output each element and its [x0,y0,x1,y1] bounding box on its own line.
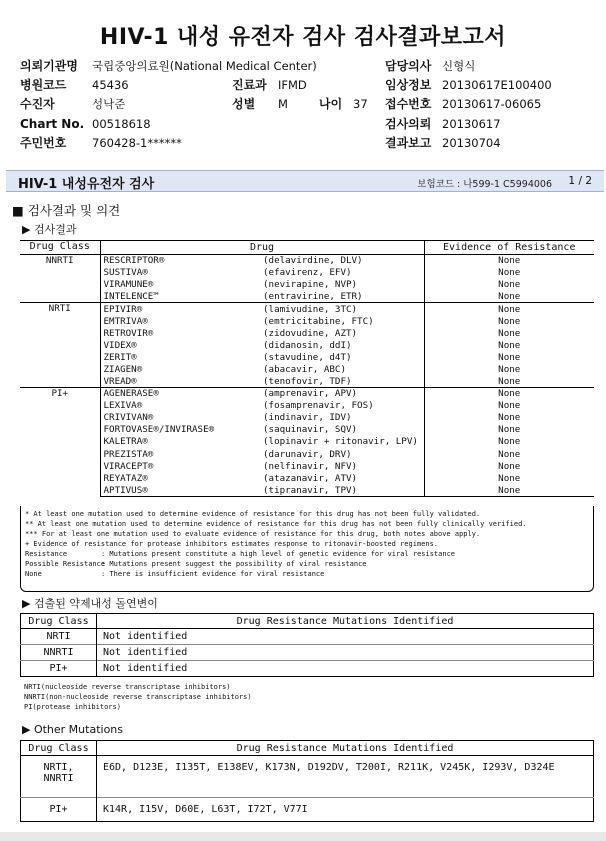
age-label: 나이 [319,97,343,111]
evidence-cell: None [498,424,521,436]
drug-generic-cell: (delavirdine, DLV) [260,255,424,267]
drug-row [20,291,594,303]
test-banner [6,170,604,192]
drug-row [20,424,594,436]
drug-row [20,400,594,412]
legend-text: : There is insufficient evidence for viral resistance [101,570,325,578]
request-value: 20130617 [442,117,501,131]
drug-row [20,375,594,387]
sex-value: M [278,97,288,111]
abbreviation: NNRTI(non-nucleoside reverse transcriptase inhibitors) [24,693,252,701]
drug-generic-cell: (abacavir, ABC) [260,363,424,375]
drug-generic-cell: (didanosin, ddI) [260,339,424,351]
page-footer-strip [0,832,606,841]
section-mutations-heading: ▶ 검출된 약제내성 돌연변이 [22,597,158,610]
drug-generic-cell: (amprenavir, APV) [260,388,424,400]
drug-brand-cell: CRIVIVAN® [103,412,154,424]
evidence-cell: None [498,412,521,424]
drug-row [20,436,594,448]
dept-value: IFMD [278,78,307,92]
drug-class-cell: PI+ [20,388,100,497]
other-class: NRTI, NNRTI [21,756,97,798]
footnote: *** For at least one mutation used to evaluate evidence of resistance for this drug, both notes above apply. [25,530,481,538]
evidence-header: Evidence of Resistance [424,241,594,255]
drug-brand-cell: EMTRIVA® [103,315,148,327]
legend-row [25,569,589,579]
drug-brand-cell: EPIVIR® [100,303,260,315]
drug-brand-cell: LEXIVA® [103,400,143,412]
footnote: + Evidence of resistance for protease inhibitors estimates response to ritonavir-boosted regimens. [25,540,439,548]
mutation-class: NNRTI [21,645,97,661]
clinical-row [385,76,552,94]
drug-brand-cell: ZIAGEN® [103,363,143,375]
drug-class-header: Drug Class [20,241,100,255]
age-row [319,95,368,113]
drug-generic-cell: (fosamprenavir, FOS) [260,400,424,412]
request-label: 검사의뢰 [385,117,432,131]
abbreviation: NRTI(nucleoside reverse transcriptase inhibitors) [24,683,231,691]
drug-brand-cell: VREAD® [103,375,137,387]
drug-brand-cell: VIDEX® [103,339,137,351]
drug-row [20,412,594,424]
drug-generic-cell: (entravirine, ETR) [260,291,424,303]
legend-text: : Mutations present suggest the possibility of viral resistance [101,560,367,568]
clinical-label: 임상정보 [385,78,432,92]
patient-row [20,95,125,113]
abbreviations [24,682,252,712]
result-label: 결과보고 [385,136,432,150]
receipt-row [385,95,541,113]
mutation-class: PI+ [21,661,97,677]
evidence-cell: None [424,255,594,267]
rrn-value: 760428-1****** [92,136,182,150]
mutation-class: NRTI [21,629,97,645]
evidence-cell: None [498,339,521,351]
request-row [385,115,501,133]
insurance-code: 보험코드 : 나599-1 C5994006 [417,179,552,190]
drug-generic-cell: (lamivudine, 3TC) [260,303,424,315]
other-class: PI+ [21,798,97,822]
other-class-header: Drug Class [21,741,97,756]
drug-brand-cell: KALETRA® [103,436,148,448]
result-value: 20130704 [442,136,501,150]
drug-resistance-table [20,240,594,497]
drug-brand-cell: VIRAMUNE® [103,279,154,291]
drug-brand-cell: RESCRIPTOR® [100,255,260,267]
footnotes-box [20,506,594,592]
banner-title: HIV-1 내성유전자 검사 [18,177,155,192]
hospital-code-value: 45436 [92,78,129,92]
drug-generic-cell: (efavirenz, EFV) [260,267,424,279]
hospital-code-label: 병원코드 [20,78,67,92]
drug-generic-cell: (indinavir, IDV) [260,412,424,424]
chart-value: 00518618 [92,117,151,131]
mutation-class-header: Drug Class [21,614,97,629]
other-value: E6D, D123E, I135T, E138EV, K173N, D192DV, T200I, R211K, V245K, I293V, D324E [103,762,555,773]
clinical-value: 20130617E100400 [442,78,552,92]
mutation-identified-header: Drug Resistance Mutations Identified [97,614,594,629]
table-row [21,645,594,661]
drug-brand-cell: FORTOVASE®/INVIRASE® [103,424,215,436]
table-row [21,756,594,798]
drug-class-cell: NNRTI [20,255,100,303]
drug-row [20,279,594,291]
patient-value: 성낙준 [92,97,126,111]
drug-brand-cell: APTIVUS® [100,484,260,496]
rrn-row [20,134,182,152]
legend-row [25,559,589,569]
evidence-cell: None [498,400,521,412]
drug-generic-cell: (nevirapine, NVP) [260,279,424,291]
page-number: 1 / 2 [568,175,592,187]
dept-label: 진료과 [232,78,267,92]
drug-row [20,267,594,279]
evidence-cell: None [498,472,521,484]
drug-row [20,303,594,315]
evidence-cell: None [498,363,521,375]
table-row [21,798,594,822]
evidence-cell: None [424,303,594,315]
drug-class-cell: NRTI [20,303,100,388]
doctor-label: 담당의사 [385,59,432,73]
drug-row [20,351,594,363]
drug-brand-cell: PREZISTA® [103,448,154,460]
drug-row [20,363,594,375]
other-mutations-table [20,740,594,822]
drug-brand-cell: REYATAZ® [103,472,148,484]
institution-row [20,57,317,75]
section-main-heading: ■ 검사결과 및 의견 [12,203,121,218]
drug-brand-cell: INTELENCE™ [103,291,159,303]
other-value: K14R, I15V, D60E, L63T, I72T, V77I [97,798,594,822]
mutation-value: Not identified [103,631,188,642]
evidence-cell: None [498,351,521,363]
receipt-value: 20130617-06065 [442,97,542,111]
sex-row [232,95,288,113]
drug-row [20,339,594,351]
evidence-cell: None [498,375,521,387]
evidence-cell: None [498,267,521,279]
table-row [21,629,594,645]
doctor-row [385,57,475,75]
drug-generic-cell: (tenofovir, TDF) [260,375,424,387]
receipt-label: 접수번호 [385,97,432,111]
drug-row [20,460,594,472]
drug-row [20,484,594,496]
report-title: HIV-1 내성 유전자 검사 검사결과보고서 [99,25,507,50]
legend-key: None [25,570,42,578]
drug-generic-cell: (saquinavir, SQV) [260,424,424,436]
evidence-cell: None [498,448,521,460]
drug-generic-cell: (zidovudine, AZT) [260,327,424,339]
evidence-cell: None [498,327,521,339]
drug-generic-cell: (atazanavir, ATV) [260,472,424,484]
drug-generic-cell: (tipranavir, TPV) [260,484,424,496]
evidence-cell: None [498,460,521,472]
patient-label: 수진자 [20,97,55,111]
chart-label: Chart No. [20,117,85,131]
evidence-cell: None [498,315,521,327]
table-row [21,661,594,677]
drug-row [20,388,594,400]
legend-text: : Mutations present constitute a high level of genetic evidence for viral resistance [101,550,456,558]
footnote: * At least one mutation used to determine evidence of resistance for this drug has not been fully validated. [25,510,481,518]
evidence-cell: None [424,388,594,400]
mutation-value: Not identified [97,645,594,661]
rrn-label: 주민번호 [20,136,67,150]
drug-header: Drug [100,241,424,255]
evidence-cell: None [424,484,594,496]
age-value: 37 [353,97,368,111]
result-row [385,134,501,152]
other-identified-header: Drug Resistance Mutations Identified [97,741,594,756]
footnote: ** At least one mutation used to determine evidence of resistance for this drug has not been fully clinically verified. [25,520,527,528]
drug-brand-cell: SUSTIVA® [103,267,148,279]
evidence-cell: None [498,291,521,303]
mutation-value: Not identified [97,661,594,677]
drug-brand-cell: VIRACEPT® [103,460,154,472]
drug-row [20,448,594,460]
institution-value: 국립중앙의료원(National Medical Center) [92,59,317,73]
drug-generic-cell: (lopinavir + ritonavir, LPV) [260,436,424,448]
dept-row [232,76,307,94]
drug-brand-cell: AGENERASE® [100,388,260,400]
drug-brand-cell: RETROVIR® [103,327,154,339]
drug-row [20,255,594,267]
chart-row [20,115,151,133]
drug-row [20,472,594,484]
section-results-heading: ▶ 검사결과 [22,223,77,236]
abbreviation: PI(protease inhibitors) [24,703,121,711]
hospital-code-row [20,76,129,94]
drug-brand-cell: ZERIT® [103,351,137,363]
legend-key: Resistance [25,550,68,558]
institution-label: 의뢰기관명 [20,59,78,73]
evidence-cell: None [498,436,521,448]
drug-generic-cell: (darunavir, DRV) [260,448,424,460]
drug-row [20,327,594,339]
drug-row [20,315,594,327]
drug-generic-cell: (emtricitabine, FTC) [260,315,424,327]
legend-row [25,549,589,559]
mutation-table [20,613,594,677]
section-other-heading: ▶ Other Mutations [22,723,124,736]
sex-label: 성별 [232,97,256,111]
drug-generic-cell: (nelfinavir, NFV) [260,460,424,472]
doctor-value: 신형식 [442,59,476,73]
evidence-cell: None [498,279,521,291]
drug-generic-cell: (stavudine, d4T) [260,351,424,363]
legend-key: Possible Resistance [25,560,106,568]
